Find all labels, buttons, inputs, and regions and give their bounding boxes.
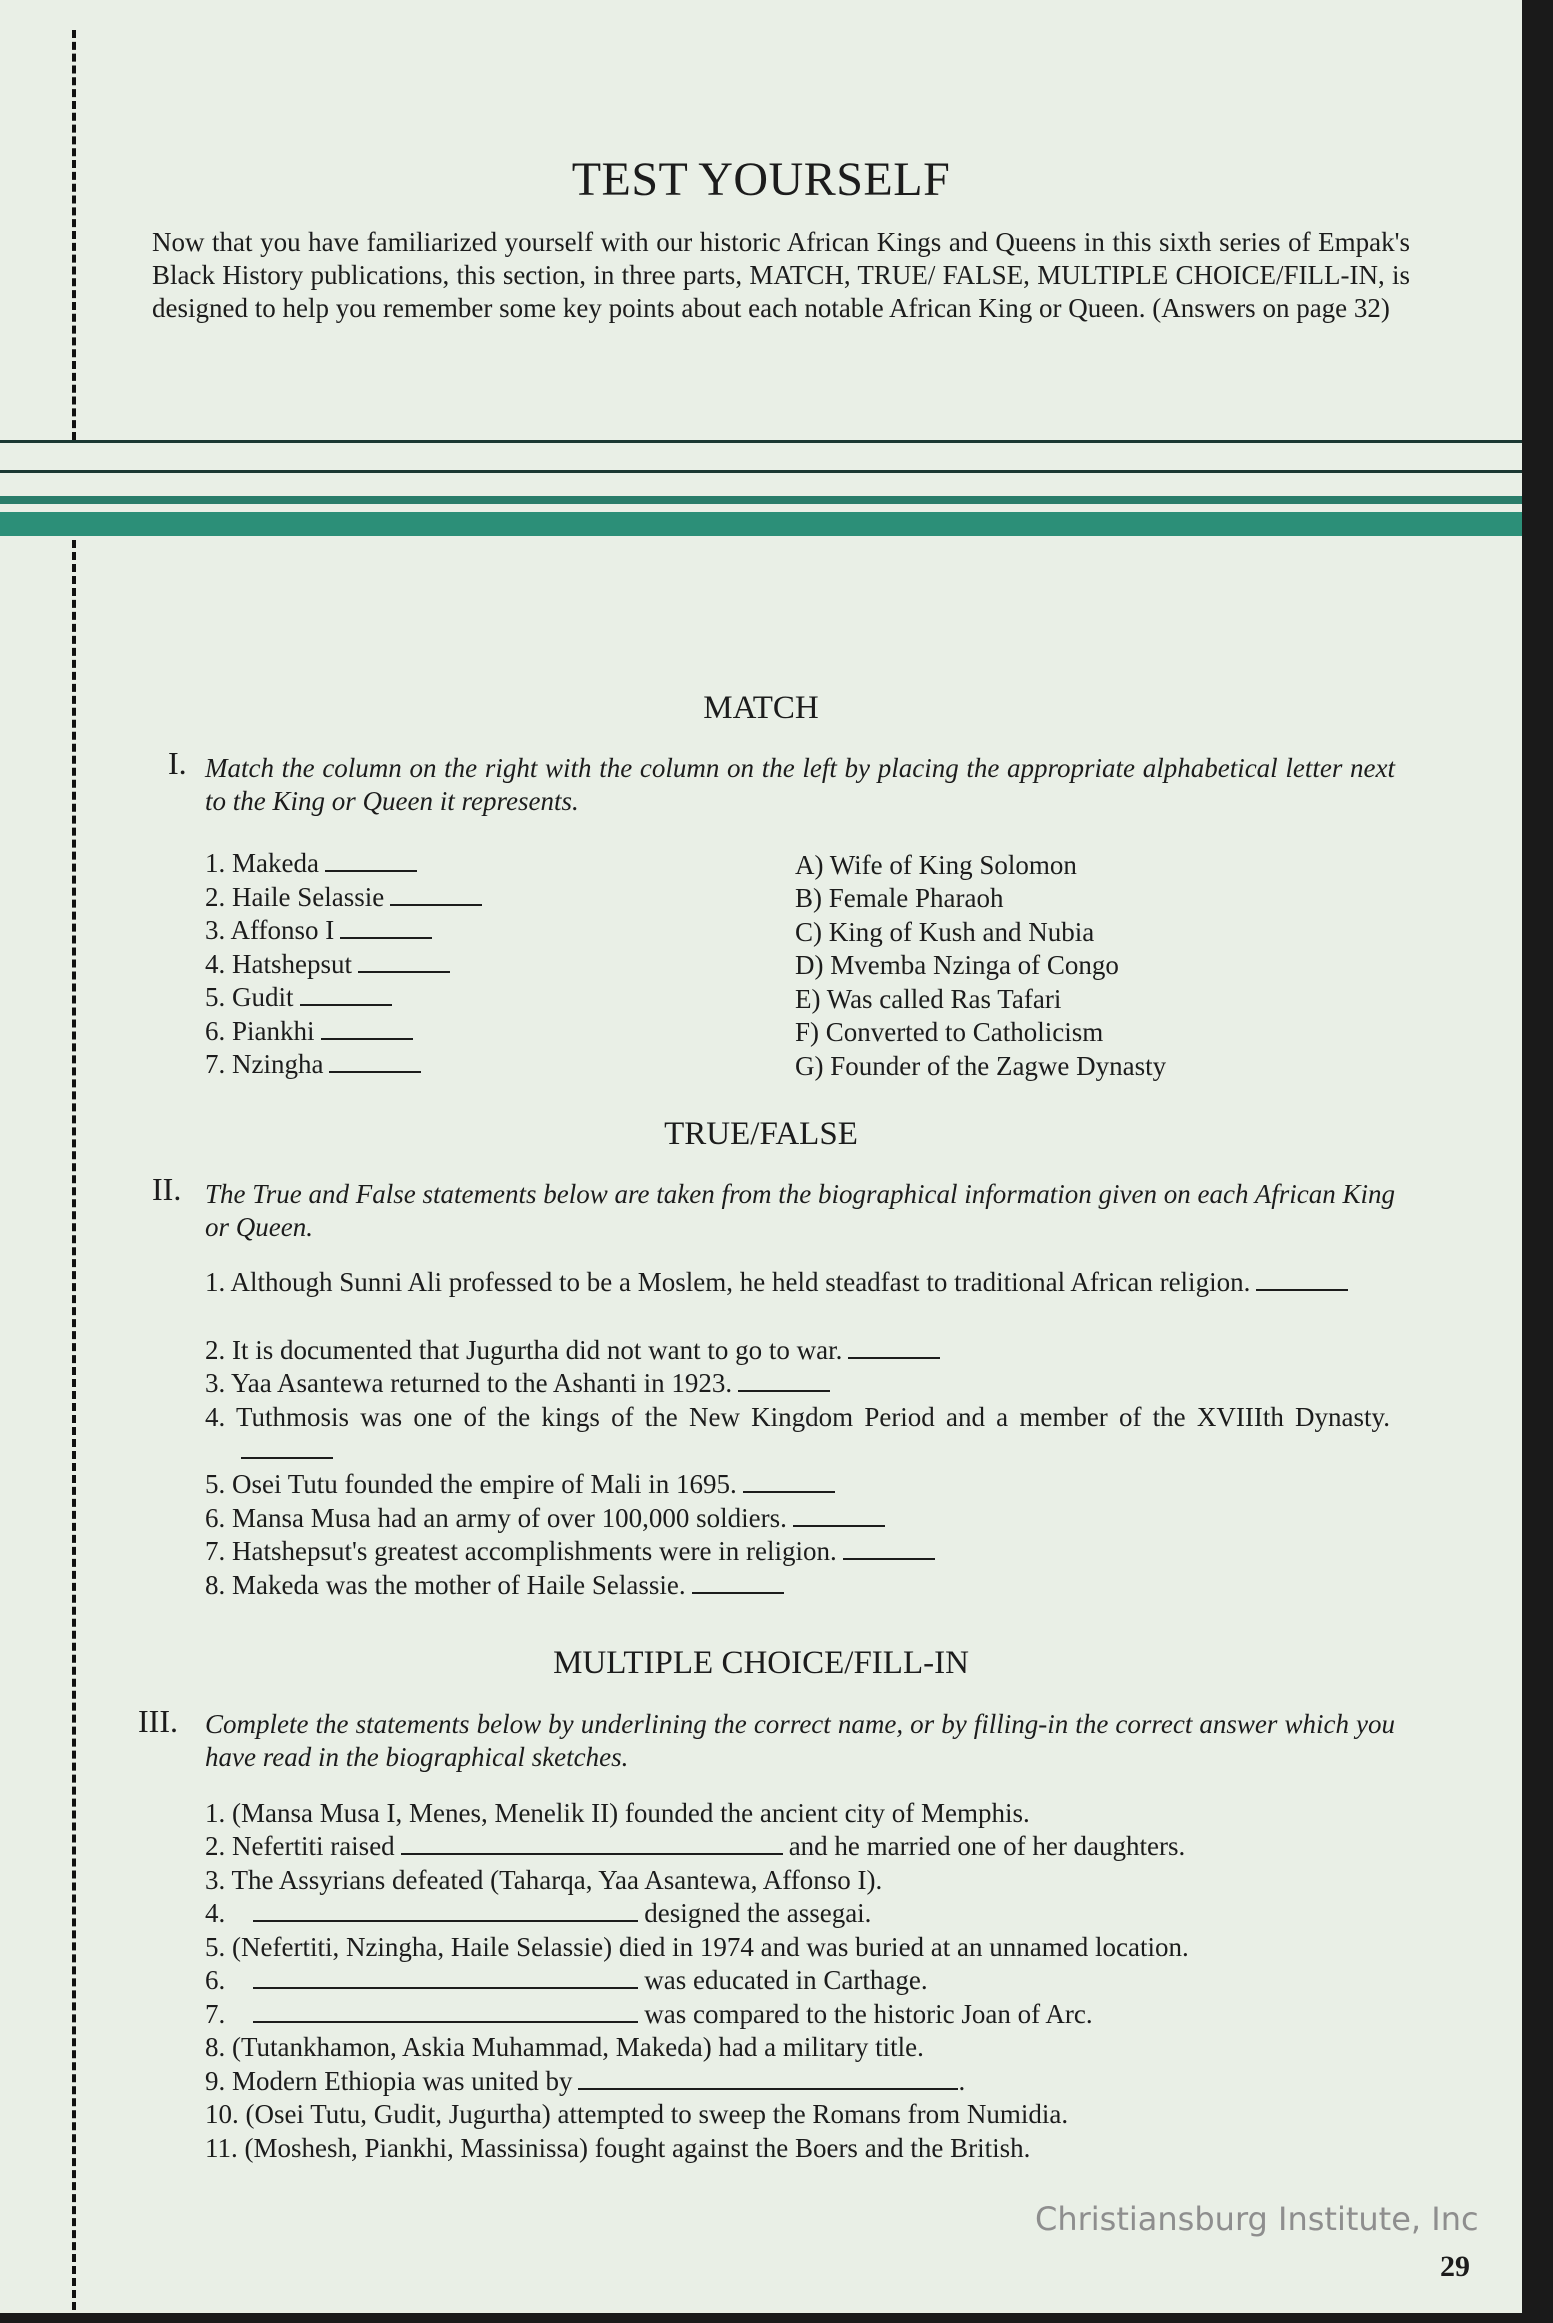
multiple-item: 8. (Tutankhamon, Askia Muhammad, Makeda) had a military title.: [205, 2032, 924, 2062]
page-title: TEST YOURSELF: [571, 153, 951, 206]
match-right-item: D) Mvemba Nzinga of Congo: [795, 950, 1119, 980]
truefalse-instructions: The True and False statements below are taken from the biographical information given on each African King or Queen.: [205, 1179, 1395, 1242]
multiple-item: 1. (Mansa Musa I, Menes, Menelik II) founded the ancient city of Memphis.: [205, 1798, 1030, 1828]
page-number: 29: [1440, 2250, 1470, 2283]
multiple-item: 2. Nefertiti raised and he married one of her daughters.: [205, 1831, 1186, 1861]
multiple-item: 4. designed the assegai.: [205, 1898, 872, 1928]
intro-paragraph: Now that you have familiarized yourself with our historic African Kings and Queens in this sixth series of Empak's Black History publications, this section, in three parts, MATCH, TRUE/ FALSE, MULTIPLE CHOICE/FILL-IN, is designed to help you remember some key points about each notable African King or Queen. (Answers on page 32): [152, 227, 1410, 323]
match-left-item: 3. Affonso I: [205, 914, 432, 947]
match-left-item: 7. Nzingha: [205, 1048, 421, 1081]
match-left-item: 1. Makeda: [205, 847, 417, 880]
truefalse-item: 3. Yaa Asantewa returned to the Ashanti in 1923.: [205, 1367, 830, 1400]
truefalse-item: 1. Although Sunni Ali professed to be a Moslem, he held steadfast to traditional African religion.: [205, 1266, 1390, 1299]
divider-rule-3: [0, 496, 1522, 504]
match-right-item: G) Founder of the Zagwe Dynasty: [795, 1051, 1167, 1081]
watermark-text: Christiansburg Institute, Inc: [1035, 2200, 1479, 2238]
match-right-item: E) Was called Ras Tafari: [795, 984, 1062, 1014]
multiple-item: 7. was compared to the historic Joan of Arc.: [205, 1999, 1093, 2029]
multiple-heading: MULTIPLE CHOICE/FILL-IN: [553, 1645, 969, 1681]
truefalse-item: 7. Hatshepsut's greatest accomplishments were in religion.: [205, 1535, 935, 1568]
truefalse-item: 2. It is documented that Jugurtha did not want to go to war.: [205, 1334, 940, 1367]
match-heading: MATCH: [703, 690, 819, 726]
multiple-instructions: Complete the statements below by underlining the correct name, or by filling-in the correct answer which you have read in the biographical sketches.: [205, 1709, 1395, 1772]
multiple-item: 5. (Nefertiti, Nzingha, Haile Selassie) died in 1974 and was buried at an unnamed location.: [205, 1932, 1189, 1962]
match-right-item: C) King of Kush and Nubia: [795, 917, 1095, 947]
divider-rule-1: [0, 440, 1522, 443]
match-left-item: 2. Haile Selassie: [205, 881, 482, 914]
multiple-item: 3. The Assyrians defeated (Taharqa, Yaa Asantewa, Affonso I).: [205, 1865, 883, 1895]
match-left-item: 5. Gudit: [205, 981, 392, 1014]
match-left-item: 4. Hatshepsut: [205, 948, 450, 981]
divider-band: [0, 512, 1522, 536]
match-numeral: I.: [168, 745, 187, 781]
match-left-item: 6. Piankhi: [205, 1015, 413, 1048]
multiple-item: 9. Modern Ethiopia was united by .: [205, 2066, 966, 2096]
truefalse-item: 5. Osei Tutu founded the empire of Mali in 1695.: [205, 1468, 835, 1501]
truefalse-numeral: II.: [152, 1171, 182, 1207]
perforation-line-bottom: [72, 540, 76, 2310]
truefalse-item: 4. Tuthmosis was one of the kings of the New Kingdom Period and a member of the XVIIIth Dynasty.: [205, 1401, 1390, 1467]
match-right-item: B) Female Pharaoh: [795, 883, 1004, 913]
truefalse-item: 6. Mansa Musa had an army of over 100,000 soldiers.: [205, 1502, 885, 1535]
multiple-item: 10. (Osei Tutu, Gudit, Jugurtha) attempted to sweep the Romans from Numidia.: [205, 2099, 1069, 2129]
match-instructions: Match the column on the right with the column on the left by placing the appropriate alphabetical letter next to the King or Queen it represents.: [205, 753, 1395, 816]
truefalse-heading: TRUE/FALSE: [664, 1116, 858, 1152]
multiple-item: 6. was educated in Carthage.: [205, 1965, 928, 1995]
divider-rule-2: [0, 470, 1522, 473]
multiple-numeral: III.: [138, 1703, 178, 1739]
multiple-item: 11. (Moshesh, Piankhi, Massinissa) fought against the Boers and the British.: [205, 2133, 1031, 2163]
match-right-item: A) Wife of King Solomon: [795, 850, 1077, 880]
perforation-line-top: [72, 30, 76, 440]
truefalse-item: 8. Makeda was the mother of Haile Selassie.: [205, 1569, 784, 1602]
match-right-item: F) Converted to Catholicism: [795, 1017, 1104, 1047]
